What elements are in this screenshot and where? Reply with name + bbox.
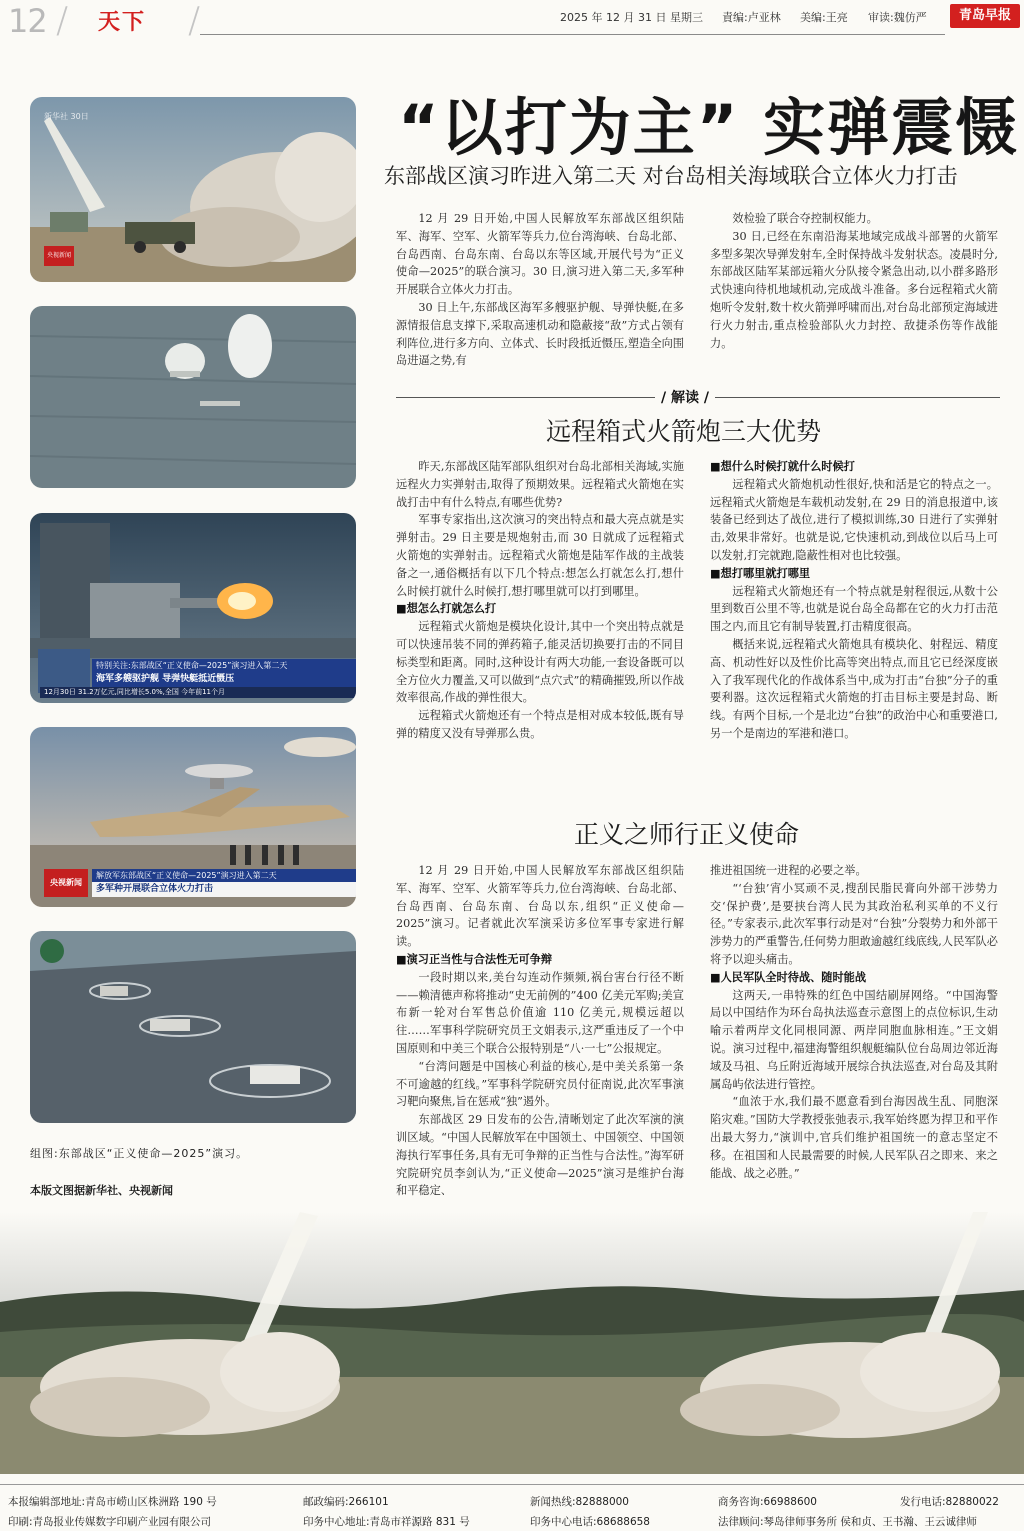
paragraph: 效检验了联合夺控制权能力。 — [732, 212, 878, 225]
newspaper-logo: 青岛早报 — [950, 4, 1020, 28]
helicopter-deck-image — [30, 931, 356, 1123]
paragraph: 远程箱式火箭炮还有一个特点就是射程很远,从数十公里到数百公里不等,也就是说台岛全岛都在它的火力打击范围之内,而且它有制导装置,打击精度很高。 — [710, 584, 998, 634]
cctv-logo: 央视新闻 — [44, 869, 88, 897]
photo-awacs — [30, 727, 356, 907]
analysis-label: / 解读 / — [655, 387, 715, 407]
main-headline: “以打为主” 实弹震慑 — [398, 91, 1020, 164]
photo-credit: 本版文图据新华社、央视新闻 — [30, 1184, 173, 1197]
intro-column-2 — [710, 210, 998, 352]
photo-helicopter-deck — [30, 931, 356, 1123]
analysis-title: 远程箱式火箭炮三大优势 — [546, 417, 822, 446]
paragraph: 概括来说,远程箱式火箭炮具有模块化、射程远、精度高、机动性好以及性价比高等突出特点,而且它已经深度嵌入了我军现代化的作战体系当中,成为打击“台独”分子的重要利器。这次远程箱式火箭炮的打击目标主要是封岛、断线。有两个目标,一个是北边“台独”的政治中心和重要港口,另一个是南边的军港和港口。 — [710, 637, 998, 740]
paragraph: 军事专家指出,这次演习的突出特点和最大亮点就是实弹射击。29 日主要是规炮射击,而 30 日就成了远程箱式火箭炮的实弹射击。远程箱式火箭炮是陆军作战的主战装备之一,通俗概括有以下几个特点:想怎么打就怎么打,想什么时候打就什么时候打,想打哪里就可以打到哪里。 — [396, 513, 684, 598]
footer-printer: 印刷:青岛报业传媒数字印刷产业园有限公司 — [8, 1516, 212, 1528]
paragraph: 推进祖国统一进程的必要之举。 — [710, 864, 867, 877]
analysis-column-2 — [710, 458, 998, 743]
header-divider: / — [188, 0, 201, 41]
paragraph: 远程箱式火箭炮还有一个特点是相对成本较低,既有导弹的精度又没有导弹那么贵。 — [396, 709, 684, 740]
paragraph: 远程箱式火箭炮是模块化设计,其中一个突出特点就是可以快速吊装不同的弹药箱子,能灵活切换要打击的不同目标类型和距离。同时,这种设计有两大功能,一套设备既可以全方位火力覆盖,又可以做到“点穴式”的精确摧毁,所以作战效率很高,作战的弹性很大。 — [396, 620, 684, 705]
paragraph: 远程箱式火箭炮机动性很好,快和活是它的特点之一。远程箱式火箭炮是车载机动发射,在 29 日的消息报道中,该装备已经到达了战位,进行了模拟训练,30 日进行了实弹射击,效果非常好。也就是说,它快速机动,到战位以后马上可以发射,打完就跑,隐蔽性相对也比较强。 — [710, 477, 998, 562]
photo-sea-strike — [30, 306, 356, 488]
paragraph: 这两天,一串特殊的红色中国结刷屏网络。“中国海警局以中国结作为环台岛执法巡查示意图上的点位标识,生动喻示着两岸文化同根同源、两岸同胞血脉相连。”王文娟说。演习过程中,福建海警组织舰艇编队位台岛周边邻近海域及马祖、乌丘附近海域开展综合执法巡查,对台岛及其附属岛屿依法进行管控。 — [710, 988, 998, 1091]
subsection-heading: ■人民军队全时待战、随时能战 — [710, 970, 867, 984]
paragraph: 30 日,已经在东南沿海某地域完成战斗部署的火箭军多型多架次导弹发射车,全时保持战斗发射状态。凌晨时分,东部战区陆军某部远箱火分队接令紧急出动,以小群多路形式快速向待机地域机动,完成战斗准备。多台远程箱式火箭炮听令发射,数十枚火箭弹呼啸而出,对台岛北部预定海域进行火力射击,重点检验部队火力封控、敌捷杀伤等作战能力。 — [710, 229, 998, 350]
photo-ship-gun — [30, 513, 356, 703]
paragraph: 一段时期以来,美台勾连动作频频,祸台害台行径不断——赖清德声称将推动“史无前例的”400 亿美元军购;美宣布新一轮对台军售总价值逾 110 亿美元,规模远超以往……军事科学院研究员王文娟表示,这严重违反了一个中国原则和中美三个联合公报特别是“八·一七”公报规定。 — [396, 970, 684, 1055]
subsection-heading: ■想怎么打就怎么打 — [396, 602, 497, 616]
broadcast-title: 多军种开展联合立体火力打击 — [92, 882, 356, 897]
subheadline: 东部战区演习昨进入第二天 对台岛相关海域联合立体火力打击 — [384, 164, 958, 188]
rocket-launch-panorama-image — [0, 1212, 1024, 1474]
photo-rocket-launch-panorama — [0, 1212, 1024, 1474]
page-number: 12 — [8, 2, 47, 40]
broadcast-topbar: 解放军东部战区“正义使命—2025”演习进入第二天 — [92, 869, 356, 882]
paragraph: “‘台独’宵小冥顽不灵,搜刮民脂民膏向外部干涉势力交‘保护费’,是要挟台湾人民为其政治私利买单的不义行径。”专家表示,此次军事行动是对“台独”分裂势力和外部干涉势力的严重警告,任何势力胆敢逾越红线底线,人民军队必将予以迎头痛击。 — [710, 881, 998, 966]
issue-date: 2025 年 12 月 31 日 星期三 — [560, 11, 703, 24]
header-rule — [200, 34, 945, 35]
broadcast-topbar: 特别关注:东部战区“正义使命—2025”演习进入第二天 — [92, 659, 356, 672]
justice-column-1 — [396, 862, 684, 1200]
footer-distribution: 发行电话:82880022 — [900, 1496, 999, 1508]
justice-title: 正义之师行正义使命 — [574, 820, 800, 849]
paragraph: 30 日上午,东部战区海军多艘驱护舰、导弹快艇,在多源情报信息支撑下,采取高速机动和隐蔽接“敌”方式占领有利阵位,进行多方向、立体式、长时段抵近慑压,塑造全向围岛进逼之势,有 — [396, 300, 684, 368]
subsection-heading: ■演习正当性与合法性无可争辩 — [396, 952, 553, 966]
proofreader-credit: 审读:魏仿严 — [868, 11, 927, 24]
paragraph: “血浓于水,我们最不愿意看到台海因战生乱、同胞深陷灾难。”国防大学教授张弛表示,我军始终愿为捍卫和平作出最大努力,“演训中,官兵们维护祖国统一的意志坚定不移。在祖国和人民最需要的时候,人民军队召之即来、来之能战、战之必胜。” — [710, 1095, 998, 1180]
footer-postcode: 邮政编码:266101 — [303, 1496, 389, 1508]
footer-print-phone: 印务中心电话:68688658 — [530, 1516, 650, 1528]
subsection-heading: ■想打哪里就打哪里 — [710, 566, 811, 580]
broadcast-ticker: 12月30日 31.2万亿元,同比增长5.0%,全国 今年前11个月 — [40, 687, 356, 698]
photo-caption: 组图:东部战区“正义使命—2025”演习。 — [30, 1147, 249, 1160]
editor-credit: 責编:卢亚林 — [722, 11, 781, 24]
paragraph: 东部战区 29 日发布的公告,清晰划定了此次军演的演训区域。“中国人民解放军在中国领土、中国领空、中国领海执行军事任务,具有无可争辩的正当性与合法性。”海军研究院研究员李剑认为,“正义使命—2025”演习是维护台海和平稳定、 — [396, 1113, 684, 1198]
justice-column-2 — [710, 862, 998, 1182]
sea-strike-image — [30, 306, 356, 488]
paragraph: 12 月 29 日开始,中国人民解放军东部战区组织陆军、海军、空军、火箭军等兵力,位台湾海峡、台岛北部、台岛西南、台岛东南、台岛以东,组织“正义使命—2025”演习。记者就此次军演采访多位军事专家进行解读。 — [396, 864, 684, 949]
paragraph: 昨天,东部战区陆军部队组织对台岛北部相关海域,实施远程火力实弹射击,取得了预期效果。远程箱式火箭炮在实战打击中有什么特点,有哪些优势? — [396, 460, 684, 509]
analysis-column-1 — [396, 458, 684, 743]
section-name: 天下 — [98, 10, 147, 35]
footer-rule — [0, 1484, 1024, 1485]
footer-print-address: 印务中心地址:青岛市祥源路 831 号 — [303, 1516, 470, 1528]
intro-column-1 — [396, 210, 684, 370]
photo-tag: 新华社 30日 — [44, 112, 89, 121]
cctv-logo: 央视新闻 — [44, 246, 74, 266]
subsection-heading: ■想什么时候打就什么时候打 — [710, 460, 855, 473]
footer-business: 商务咨询:66988600 — [718, 1496, 817, 1508]
designer-credit: 美编:王亮 — [800, 11, 848, 24]
footer-legal-counsel: 法律顾问:琴岛律师事务所 侯和贞、王书瀚、王云诚律师 — [718, 1516, 977, 1528]
footer-editorial-address: 本报编辑部地址:青岛市崂山区株洲路 190 号 — [8, 1496, 217, 1508]
paragraph: 12 月 29 日开始,中国人民解放军东部战区组织陆军、海军、空军、火箭军等兵力,位台湾海峡、台岛北部、台岛西南、台岛东南、台岛以东等区域,开展代号为“正义使命—2025”的联合演习。30 日,演习进入第二天,多军种开展联合立体火力打击。 — [396, 212, 684, 297]
photo-missile-launch — [30, 97, 356, 282]
missile-launch-image — [30, 97, 356, 282]
broadcast-title: 海军多艘驱护舰 导弹快艇抵近慑压 — [92, 672, 356, 687]
paragraph: “台湾问题是中国核心利益的核心,是中美关系第一条不可逾越的红线。”军事科学院研究员付征南说,此次军事演习靶向聚焦,旨在惩戒“独”遏外。 — [396, 1059, 684, 1109]
header-divider: / — [56, 0, 69, 41]
footer-news-hotline: 新闻热线:82888000 — [530, 1496, 629, 1508]
